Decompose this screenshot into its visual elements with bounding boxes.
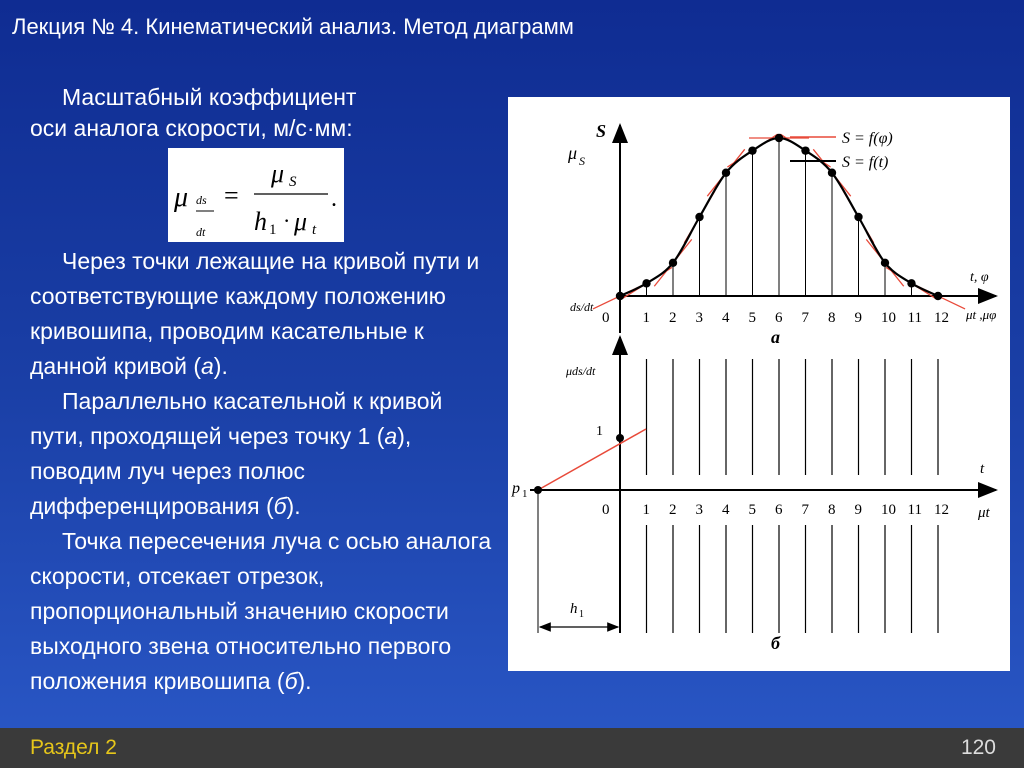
top-tick-label-8: 8 <box>828 310 836 326</box>
diagram-svg <box>508 97 1010 671</box>
top-tick-label-7: 7 <box>801 310 809 326</box>
top-tick-label-4: 4 <box>722 310 730 326</box>
differentiation-ray <box>538 429 646 490</box>
top-axis-mu-label: μt ,μφ <box>966 307 997 322</box>
bottom-tick-label-12: 12 <box>934 502 949 518</box>
formula-mu: μ <box>174 182 189 213</box>
diagram-figure <box>508 97 1010 671</box>
bottom-tick-label-7: 7 <box>801 502 809 518</box>
top-axis-s-label: S <box>596 121 607 141</box>
scale-text-line-1: Масштабный коэффициент <box>62 84 357 110</box>
legend-label-2: S = f(t) <box>842 154 889 171</box>
h1-label-sub: 1 <box>579 609 584 620</box>
top-tick-label-10: 10 <box>881 310 896 326</box>
scale-coefficient-text <box>30 82 450 144</box>
formula-num-sub: S <box>289 174 297 190</box>
bottom-ordinates <box>647 359 939 633</box>
top-tick-label-0: 0 <box>602 310 610 326</box>
formula-box <box>168 148 344 242</box>
formula-den-h-sub: 1 <box>269 222 277 238</box>
top-tick-label-12: 12 <box>934 310 949 326</box>
paragraph-1-text: Через точки лежащие на кривой пути и соответствующие каждому положению кривошипа, проводим касательные к данной кривой ( <box>30 248 480 379</box>
top-axis-t-label: t, φ <box>970 270 989 285</box>
paragraph-2-b: б <box>273 493 287 519</box>
pole-label-sub: 1 <box>522 488 528 500</box>
paragraph-3-b: б <box>284 668 298 694</box>
formula-den-mu-sub: t <box>312 222 317 238</box>
formula-den-dot: · <box>283 208 291 233</box>
bottom-diagram-label: б <box>771 633 780 653</box>
bottom-tick-label-10: 10 <box>881 502 896 518</box>
curve-point-9 <box>854 213 862 221</box>
formula-den-mu: μ <box>294 207 308 236</box>
curve-point-4 <box>722 169 730 177</box>
top-mu-s-label: μ <box>568 143 578 163</box>
bottom-tick-label-2: 2 <box>669 502 677 518</box>
paragraph-2-mid: ), поводим луч через полюс дифференцирования ( <box>30 423 412 519</box>
bottom-mu-ds-label: μds/dt <box>566 364 596 378</box>
paragraph-3-end: ). <box>297 668 312 694</box>
curve-point-1 <box>642 279 650 287</box>
top-ds-dt-label: ds/dt <box>570 300 594 314</box>
bottom-tick-labels <box>602 502 949 518</box>
paragraph-1 <box>30 244 495 384</box>
bottom-axis-mu-label: μt <box>978 505 990 521</box>
legend-label-1: S = f(φ) <box>842 130 893 147</box>
paragraph-2 <box>30 384 495 524</box>
curve-point-12 <box>934 292 942 300</box>
curve-point-5 <box>748 146 756 154</box>
curve-point-6 <box>775 134 783 142</box>
bottom-tick-label-3: 3 <box>695 502 703 518</box>
curve-point-0 <box>616 292 624 300</box>
section-label: Раздел 2 <box>30 736 117 759</box>
curve-point-7 <box>801 146 809 154</box>
formula-num-mu: μ <box>271 159 285 188</box>
bottom-tick-label-6: 6 <box>775 502 783 518</box>
bottom-axis-t-label: t <box>980 461 985 477</box>
paragraph-2-a: а <box>384 423 398 449</box>
top-tick-label-1: 1 <box>642 310 650 326</box>
body-text <box>30 244 495 699</box>
h1-label: h <box>570 601 578 617</box>
paragraph-3-text: Точка пересечения луча с осью аналога скорости, отсекает отрезок, пропорциональный значению скорости выходного звена относительно первого положения кривошипа ( <box>30 528 492 694</box>
bottom-tick-label-4: 4 <box>722 502 730 518</box>
page-number: 120 <box>960 736 996 759</box>
formula-period: . <box>331 186 337 212</box>
curve-point-8 <box>828 169 836 177</box>
ray-intersection-point <box>616 434 624 442</box>
formula-sub-den: dt <box>196 225 206 239</box>
top-mu-s-sub: S <box>579 154 585 168</box>
paragraph-2-end: ). <box>286 493 301 519</box>
top-tick-label-5: 5 <box>748 310 756 326</box>
bottom-tick-label-1: 1 <box>642 502 650 518</box>
slide-title: Лекция № 4. Кинематический анализ. Метод диаграмм <box>12 14 574 39</box>
bottom-tick-1-label: 1 <box>596 424 603 439</box>
bottom-tick-label-0: 0 <box>602 502 610 518</box>
formula <box>168 148 344 242</box>
formula-equals: = <box>224 181 239 210</box>
top-tick-label-3: 3 <box>695 310 703 326</box>
top-tick-label-6: 6 <box>775 310 783 326</box>
curve-point-2 <box>669 259 677 267</box>
curve-point-10 <box>881 259 889 267</box>
footer-bar <box>0 728 1024 768</box>
formula-sub-num: ds <box>196 193 207 207</box>
pole-label: p <box>512 480 520 497</box>
formula-den-h: h <box>254 207 267 236</box>
paragraph-2-text: Параллельно касательной к кривой пути, проходящей через точку 1 ( <box>30 388 443 449</box>
top-tick-label-11: 11 <box>907 310 922 326</box>
paragraph-1-end: ). <box>213 353 228 379</box>
bottom-tick-label-9: 9 <box>854 502 862 518</box>
top-diagram-label: а <box>771 327 780 347</box>
paragraph-3 <box>30 524 495 699</box>
top-tick-labels <box>602 310 949 326</box>
bottom-tick-label-11: 11 <box>907 502 922 518</box>
top-tick-label-2: 2 <box>669 310 677 326</box>
scale-text-line-2: оси аналога скорости, м/с·мм: <box>30 115 353 141</box>
curve-point-3 <box>695 213 703 221</box>
bottom-tick-label-8: 8 <box>828 502 836 518</box>
top-tick-label-9: 9 <box>854 310 862 326</box>
curve-point-11 <box>907 279 915 287</box>
paragraph-1-a: а <box>201 353 214 379</box>
bottom-tick-label-5: 5 <box>748 502 756 518</box>
